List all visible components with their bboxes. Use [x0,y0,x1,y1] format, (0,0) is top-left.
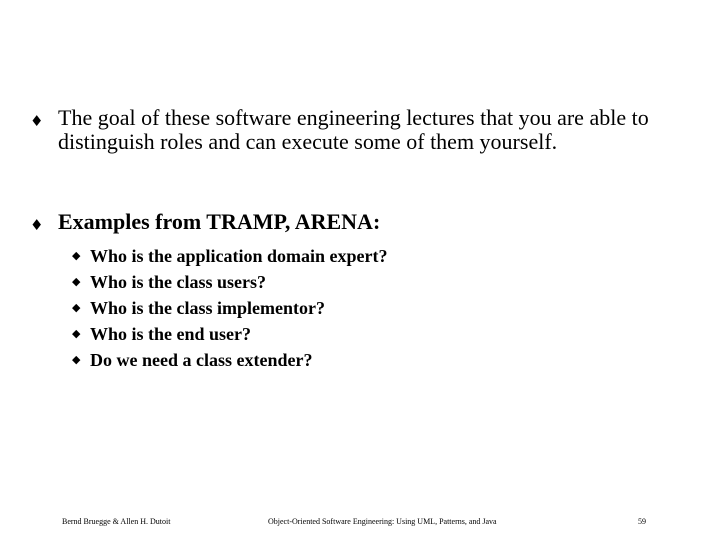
bullet-examples [30,210,670,237]
list-item-text: Who is the application domain expert? [90,246,388,266]
small-diamond-bullet-icon: ◆ [72,353,81,366]
footer-book-title: Object-Oriented Software Engineering: Using UML, Patterns, and Java [268,517,497,526]
list-item [72,243,388,269]
small-diamond-bullet-icon: ◆ [72,275,81,288]
list-item [72,347,388,373]
diamond-bullet-icon: ♦ [30,112,44,130]
list-item-text: Do we need a class extender? [90,350,313,370]
bullet-goal [30,106,670,154]
list-item-text: Who is the class implementor? [90,298,325,318]
list-item-text: Who is the end user? [90,324,252,344]
small-diamond-bullet-icon: ◆ [72,327,81,340]
bullet-goal-text: The goal of these software engineering lectures that you are able to distinguish roles and can execute some of them yourself. [58,105,649,154]
bullet-examples-text: Examples from TRAMP, ARENA: [58,209,381,234]
diamond-bullet-icon: ♦ [30,216,44,234]
small-diamond-bullet-icon: ◆ [72,301,81,314]
list-item-text: Who is the class users? [90,272,267,292]
list-item [72,321,388,347]
footer-page-number: 59 [638,517,646,526]
list-item [72,269,388,295]
list-item [72,295,388,321]
footer-authors: Bernd Bruegge & Allen H. Dutoit [62,517,171,526]
examples-sublist [72,243,388,373]
small-diamond-bullet-icon: ◆ [72,249,81,262]
